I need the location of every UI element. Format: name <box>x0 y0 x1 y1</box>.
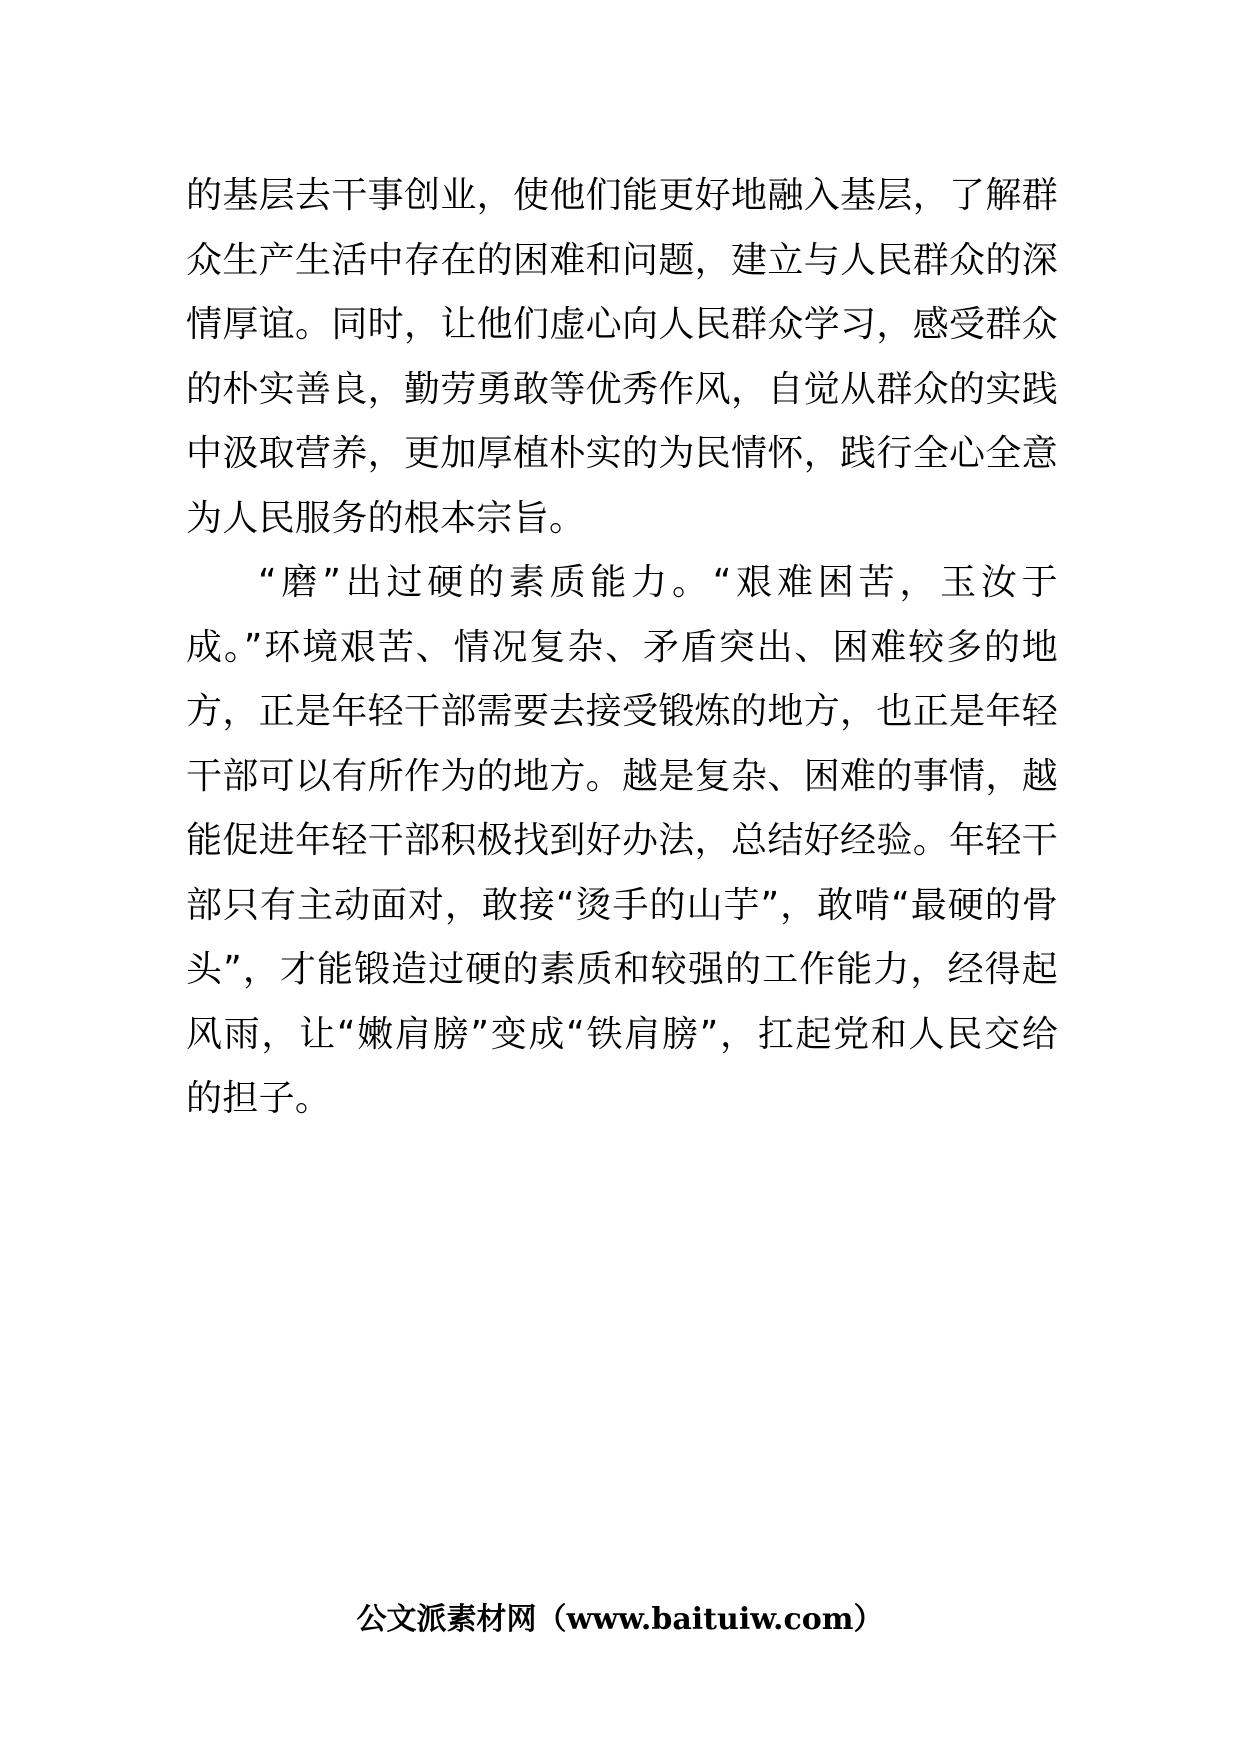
footer-watermark: 公文派素材网（www.baituiw.com） <box>356 1602 884 1637</box>
paragraph-continuation: 的基层去干事创业，使他们能更好地融入基层，了解群众生产生活中存在的困难和问题，建立与人民群众的深情厚谊。同时，让他们虚心向人民群众学习，感受群众的朴实善良，勤劳勇敢等优秀作风，自觉从群众的实践中汲取营养，更加厚植朴实的为民情怀，践行全心全意为人民服务的根本宗旨。 <box>186 175 1058 539</box>
paragraph-quality-ability: “磨”出过硬的素质能力。“艰难困苦，玉汝于成。”环境艰苦、情况复杂、矛盾突出、困难较多的地方，正是年轻干部需要去接受锻炼的地方，也正是年轻干部可以有所作为的地方。越是复杂、困难的事情，越能促进年轻干部积极找到好办法，总结好经验。年轻干部只有主动面对，敢接“烫手的山芋”，敢啃“最硬的骨头”，才能锻造过硬的素质和较强的工作能力，经得起风雨，让“嫩肩膀”变成“铁肩膀”，扛起党和人民交给的担子。 <box>186 562 1058 1119</box>
document-body <box>186 164 1058 1132</box>
